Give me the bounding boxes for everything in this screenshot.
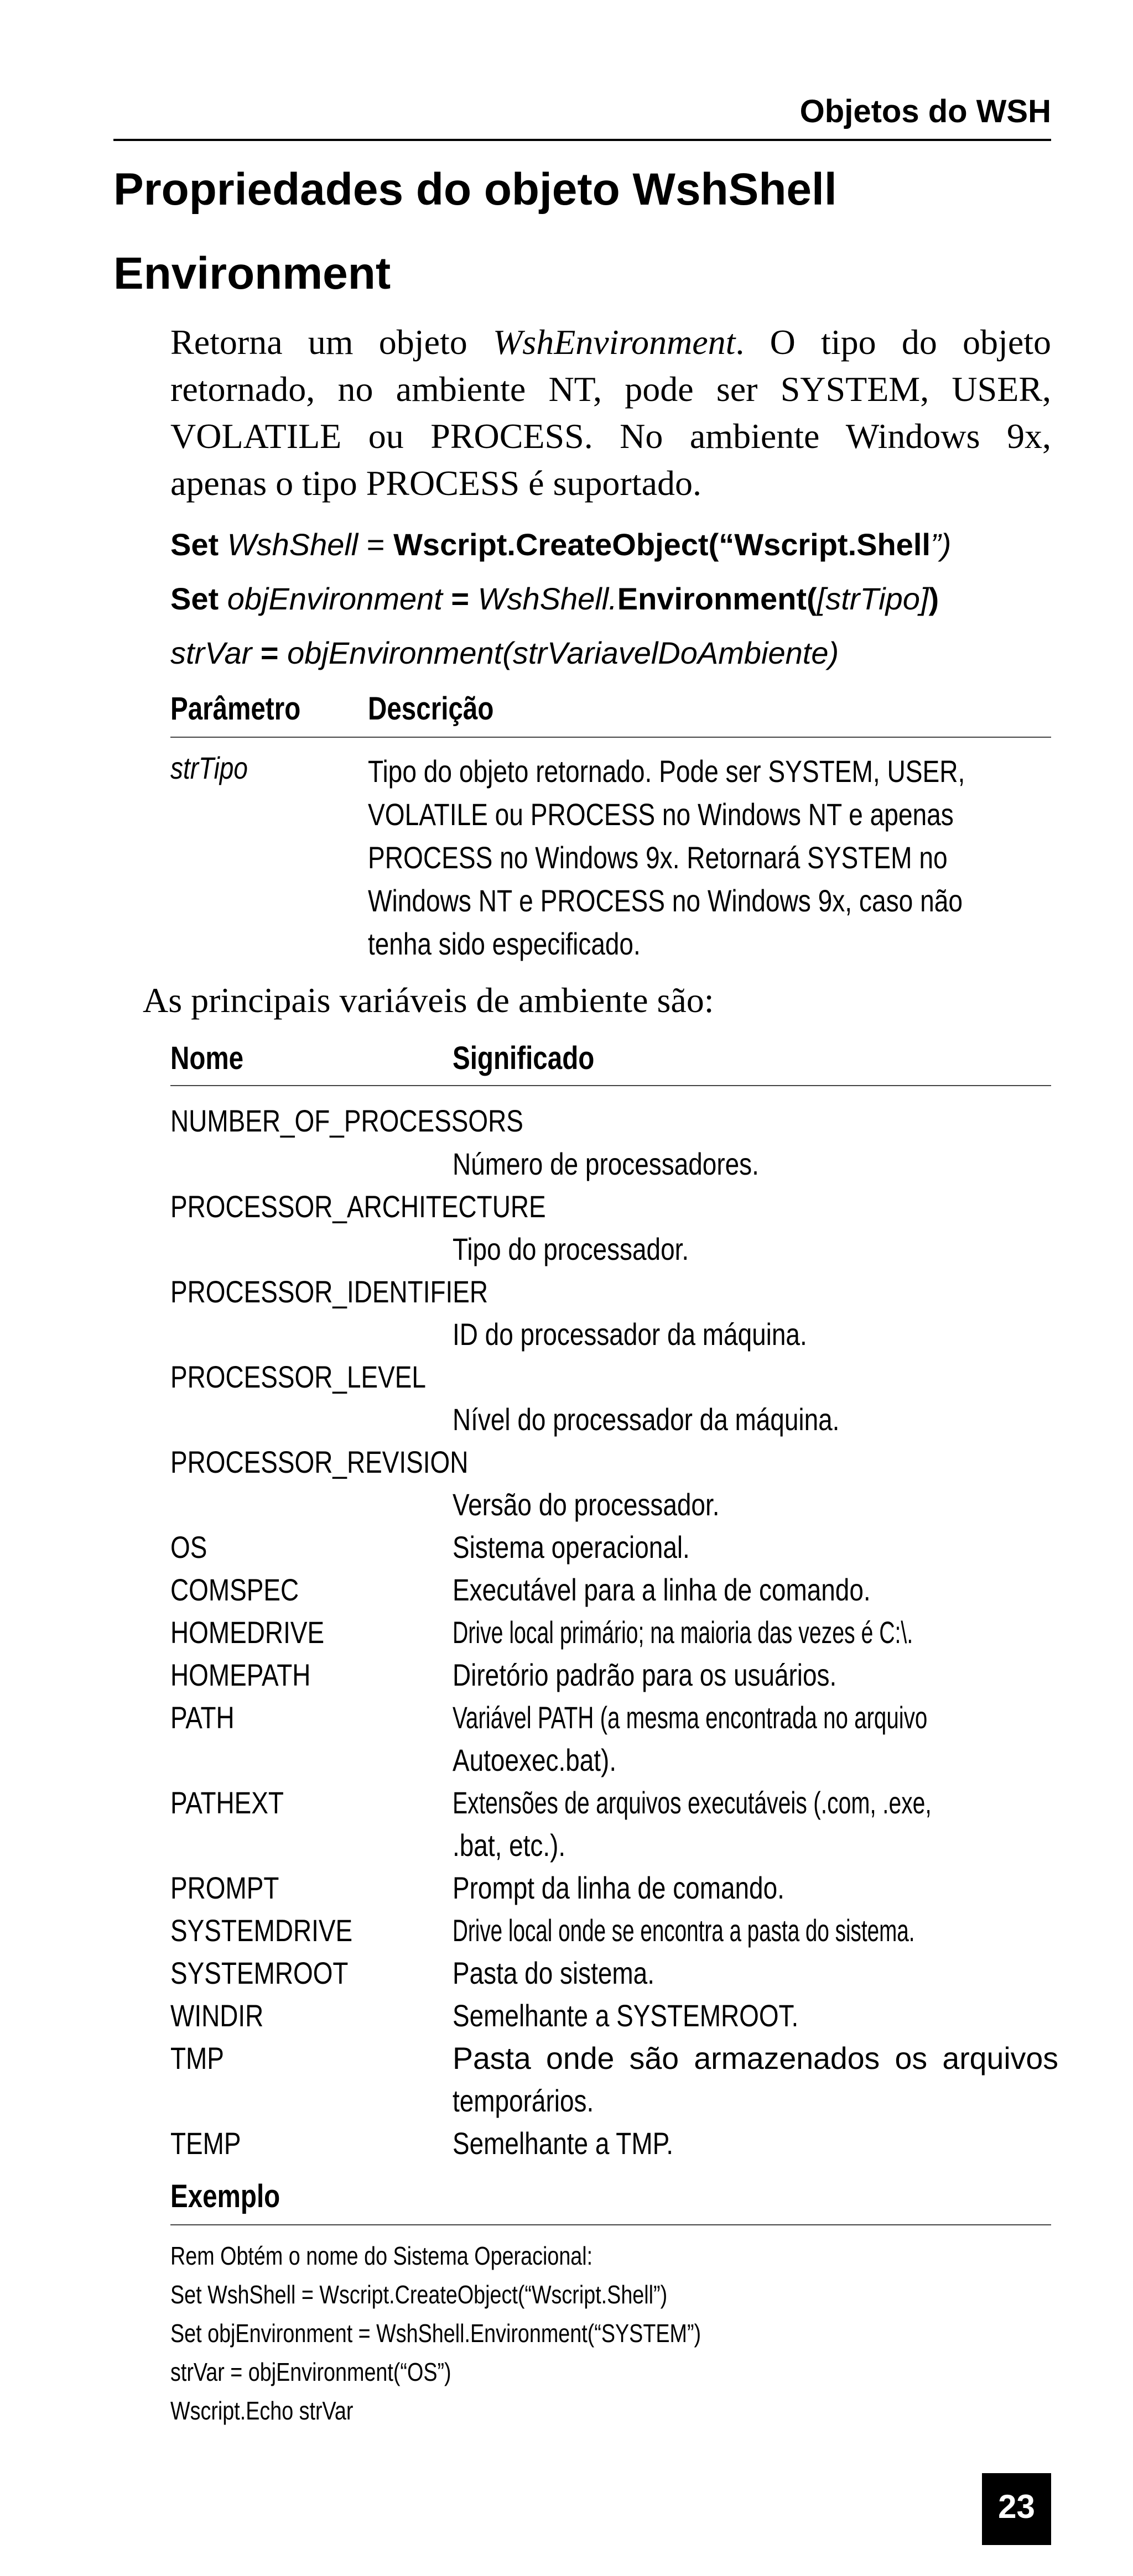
intro-line: VOLATILE ou PROCESS. No ambiente Windows 9x, <box>170 416 1051 456</box>
env-var-meaning-cont: temporários. <box>453 2083 594 2118</box>
intro-object-name: WshEnvironment <box>492 322 736 362</box>
env-var-meaning: Sistema operacional. <box>453 1530 690 1565</box>
env-intro: As principais variáveis de ambiente são: <box>143 981 714 1020</box>
code-line: strVar = objEnvironment(“OS”) <box>170 2358 451 2386</box>
code-line: Wscript.Echo strVar <box>170 2396 354 2425</box>
param-header-name: Parâmetro <box>170 691 301 727</box>
env-var-name: PROCESSOR_IDENTIFIER <box>170 1274 488 1309</box>
page-number: 23 <box>998 2488 1035 2525</box>
param-header-description: Descrição <box>368 691 494 727</box>
env-var-name: PATHEXT <box>170 1785 284 1820</box>
env-var-name: PROMPT <box>170 1870 279 1905</box>
env-var-name: HOMEPATH <box>170 1657 311 1692</box>
syntax-variable: objEnvironment <box>227 581 443 616</box>
env-var-name: OS <box>170 1530 207 1565</box>
env-var-name: PROCESSOR_REVISION <box>170 1445 469 1479</box>
env-header-meaning: Significado <box>453 1040 595 1076</box>
env-var-name: COMSPEC <box>170 1572 299 1607</box>
env-var-meaning: Pasta do sistema. <box>453 1956 654 1990</box>
syntax-argument: [strTipo] <box>817 581 929 616</box>
intro-line: retornado, no ambiente NT, pode ser SYSTEM, USER, <box>170 369 1051 409</box>
param-description-line: tenha sido especificado. <box>368 926 641 961</box>
env-var-meaning: Drive local onde se encontra a pasta do sistema. <box>453 1913 915 1948</box>
env-var-name: SYSTEMDRIVE <box>170 1913 353 1948</box>
param-description-line: Tipo do objeto retornado. Pode ser SYSTEM, USER, <box>368 754 965 789</box>
example-heading: Exemplo <box>170 2178 280 2214</box>
env-var-meaning: Extensões de arquivos executáveis (.com, .exe, <box>453 1785 932 1820</box>
param-description <box>368 750 1051 966</box>
syntax-expression: objEnvironment(strVariavelDoAmbiente) <box>287 635 839 670</box>
env-var-name: TEMP <box>170 2126 241 2161</box>
env-var-name: WINDIR <box>170 1998 264 2033</box>
env-var-name: PROCESSOR_LEVEL <box>170 1359 426 1394</box>
syntax-end: ”) <box>930 527 952 562</box>
env-var-meaning: Executável para a linha de comando. <box>453 1572 871 1607</box>
env-var-meaning: Semelhante a TMP. <box>453 2126 674 2161</box>
env-var-meaning-cont: .bat, etc.). <box>453 1828 566 1863</box>
env-var-name: NUMBER_OF_PROCESSORS <box>170 1103 523 1138</box>
env-var-meaning: Nível do processador da máquina. <box>453 1402 840 1437</box>
syntax-line-3 <box>170 635 839 671</box>
env-var-meaning: Drive local primário; na maioria das vezes é C:\. <box>453 1615 913 1650</box>
code-line: Rem Obtém o nome do Sistema Operacional: <box>170 2241 593 2270</box>
code-line: Set objEnvironment = WshShell.Environment(“SYSTEM”) <box>170 2319 701 2348</box>
syntax-property: Environment( <box>617 581 817 616</box>
env-var-name: HOMEDRIVE <box>170 1615 325 1650</box>
env-var-meaning: Diretório padrão para os usuários. <box>453 1657 837 1692</box>
env-var-meaning: ID do processador da máquina. <box>453 1317 807 1352</box>
param-description-line: PROCESS no Windows 9x. Retornará SYSTEM no <box>368 840 948 875</box>
syntax-variable: WshShell <box>227 527 358 562</box>
syntax-keyword: Set <box>170 527 219 562</box>
env-var-meaning: Semelhante a SYSTEMROOT. <box>453 1998 799 2033</box>
intro-line: apenas o tipo PROCESS é suportado. <box>170 463 701 503</box>
syntax-line-2 <box>170 581 939 617</box>
env-var-meaning: Prompt da linha de comando. <box>453 1870 784 1905</box>
intro-paragraph <box>170 319 1051 507</box>
running-header: Objetos do WSH <box>799 93 1051 129</box>
syntax-line-1 <box>170 526 951 562</box>
syntax-keyword: Set <box>170 581 219 616</box>
param-name: strTipo <box>170 750 248 785</box>
syntax-operator: = <box>442 581 478 616</box>
env-var-name: TMP <box>170 2041 224 2076</box>
section-title: Propriedades do objeto WshShell <box>113 164 837 215</box>
env-var-meaning: Número de processadores. <box>453 1146 759 1181</box>
param-description-line: Windows NT e PROCESS no Windows 9x, caso não <box>368 883 963 918</box>
syntax-call: Wscript.CreateObject(“Wscript.Shell <box>393 527 931 562</box>
example-rule <box>170 2224 1051 2225</box>
env-var-meaning: Versão do processador. <box>453 1487 720 1522</box>
env-var-name: PATH <box>170 1700 235 1735</box>
syntax-object: WshShell. <box>477 581 617 616</box>
env-var-name: SYSTEMROOT <box>170 1956 349 1990</box>
code-line: Set WshShell = Wscript.CreateObject(“Wscript.Shell”) <box>170 2280 668 2309</box>
env-table-rule <box>170 1085 1051 1086</box>
param-description-line: VOLATILE ou PROCESS no Windows NT e apenas <box>368 797 954 832</box>
syntax-close: ) <box>928 581 939 616</box>
env-var-meaning: Tipo do processador. <box>453 1232 689 1266</box>
env-var-meaning: Variável PATH (a mesma encontrada no arquivo <box>453 1700 928 1735</box>
syntax-operator: = <box>358 527 394 562</box>
param-table-rule <box>170 737 1051 738</box>
env-var-name: PROCESSOR_ARCHITECTURE <box>170 1189 546 1224</box>
property-title: Environment <box>113 248 391 299</box>
env-var-meaning: Pasta onde são armazenados os arquivos <box>453 2041 1058 2076</box>
env-header-name: Nome <box>170 1040 244 1076</box>
header-rule <box>113 139 1051 141</box>
syntax-variable: strVar <box>170 635 252 670</box>
syntax-operator: = <box>252 635 288 670</box>
env-var-meaning-cont: Autoexec.bat). <box>453 1743 617 1777</box>
intro-line: Retorna um objeto WshEnvironment. O tipo do objeto <box>170 322 1052 362</box>
